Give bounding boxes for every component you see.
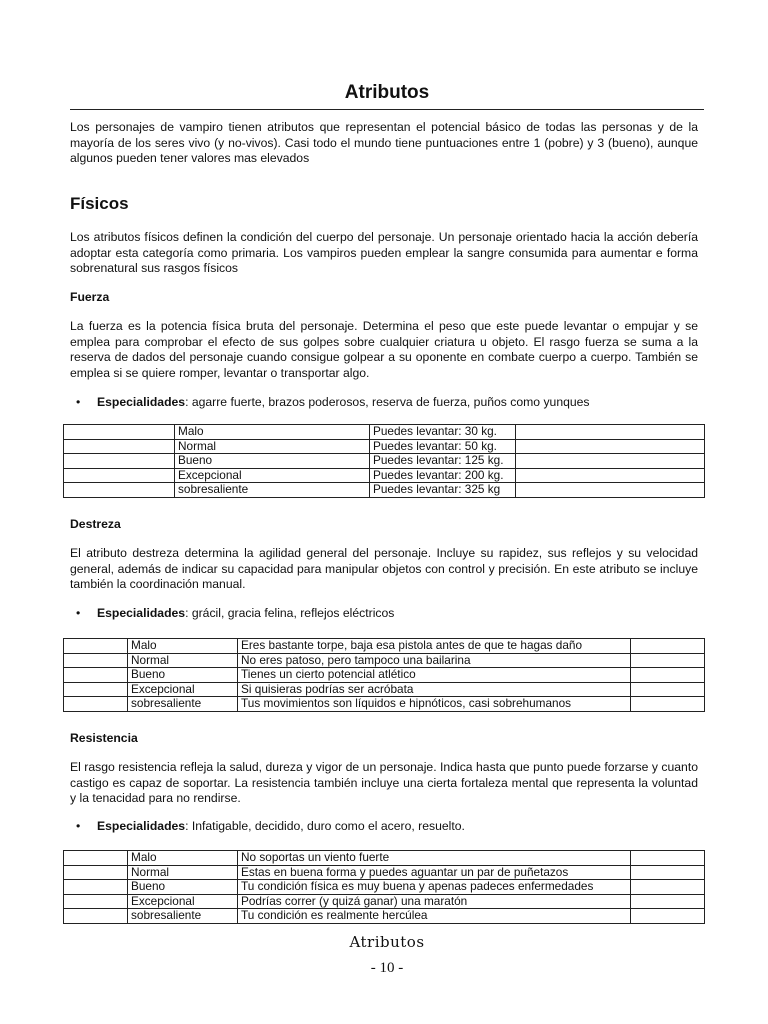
table-row <box>64 865 705 880</box>
level-cell: Excepcional <box>128 894 238 909</box>
bullet-dot: • <box>76 819 81 833</box>
fisicos-paragraph: Los atributos físicos definen la condición del cuerpo del personaje. Un personaje orientado hacia la acción debería adoptar esta categoría como primaria. Los vampiros pueden emplear la sangre consumida para aumentar e forma sobrenatural sus rasgos físicos <box>70 230 698 275</box>
bullet-dot: • <box>76 395 81 409</box>
desc-cell: Podrías correr (y quizá ganar) una maratón <box>238 894 631 909</box>
desc-cell: No soportas un viento fuerte <box>238 851 631 866</box>
table-row <box>64 894 705 909</box>
fisicos-heading: Físicos <box>70 194 129 213</box>
level-cell: Malo <box>175 425 370 440</box>
fuerza-heading: Fuerza <box>70 290 110 304</box>
desc-cell: No eres patoso, pero tampoco una bailarina <box>238 653 631 668</box>
page-title: Atributos <box>344 82 430 103</box>
intro-paragraph: Los personajes de vampiro tienen atributos que representan el potencial básico de todas las personas y de la mayoría de los seres vivo (y no-vivos). Casi todo el mundo tiene puntuaciones entre 1 (pobre) y 3 (bueno), aunque algunos pueden tener valores mas elevados <box>70 120 698 165</box>
desc-cell: Puedes levantar: 50 kg. <box>370 439 516 454</box>
table-row <box>64 439 705 454</box>
level-cell: sobresaliente <box>128 909 238 924</box>
table-row <box>64 639 705 654</box>
level-cell: sobresaliente <box>128 697 238 712</box>
level-cell: Excepcional <box>175 468 370 483</box>
desc-cell: Puedes levantar: 125 kg. <box>370 454 516 469</box>
desc-cell: Puedes levantar: 200 kg. <box>370 468 516 483</box>
level-cell: Malo <box>128 639 238 654</box>
table-row <box>64 880 705 895</box>
desc-cell: Eres bastante torpe, baja esa pistola antes de que te hagas daño <box>238 639 631 654</box>
table-row <box>64 425 705 440</box>
level-cell: sobresaliente <box>175 483 370 498</box>
title-divider <box>70 109 704 110</box>
level-cell: Bueno <box>175 454 370 469</box>
table-row <box>64 851 705 866</box>
fuerza-specialties <box>76 395 590 410</box>
desc-cell: Tus movimientos son líquidos e hipnóticos, casi sobrehumanos <box>238 697 631 712</box>
desc-cell: Tienes un cierto potencial atlético <box>238 668 631 683</box>
fuerza-paragraph: La fuerza es la potencia física bruta del personaje. Determina el peso que este puede levantar o empujar y se emplea para comprobar el efecto de sus golpes sobre cualquier criatura u objeto. El rasgo fuerza se suma a la reserva de dados del personaje cuando consigue golpear a su oponente en combate cuerpo a cuerpo. También se emplea si se quiere romper, levantar o transportar algo. <box>70 319 698 380</box>
specialties-text: : Infatigable, decidido, duro como el acero, resuelto. <box>185 819 465 833</box>
level-cell: Normal <box>128 653 238 668</box>
level-cell: Normal <box>128 865 238 880</box>
table-row <box>64 468 705 483</box>
level-cell: Malo <box>128 851 238 866</box>
resistencia-table <box>63 850 705 924</box>
destreza-specialties <box>76 606 394 621</box>
specialties-text: : grácil, gracia felina, reflejos eléctricos <box>185 606 395 620</box>
specialties-text: : agarre fuerte, brazos poderosos, reserva de fuerza, puños como yunques <box>185 395 590 409</box>
level-cell: Bueno <box>128 668 238 683</box>
page-number: - 10 - <box>370 960 404 976</box>
level-cell: Normal <box>175 439 370 454</box>
table-row <box>64 697 705 712</box>
resistencia-heading: Resistencia <box>70 731 138 745</box>
level-cell: Excepcional <box>128 682 238 697</box>
desc-cell: Puedes levantar: 325 kg <box>370 483 516 498</box>
fuerza-table <box>63 424 705 498</box>
table-row <box>64 909 705 924</box>
specialties-label: Especialidades <box>97 819 186 833</box>
desc-cell: Tu condición es realmente hercúlea <box>238 909 631 924</box>
resistencia-paragraph: El rasgo resistencia refleja la salud, dureza y vigor de un personaje. Indica hasta que punto puede forzarse y cuanto castigo es capaz de soportar. La resistencia también incluye una cierta fortaleza mental que representa la voluntad y la tenacidad para no rendirse. <box>70 760 698 805</box>
table-row <box>64 483 705 498</box>
specialties-label: Especialidades <box>97 395 186 409</box>
bullet-dot: • <box>76 606 81 620</box>
desc-cell: Si quisieras podrías ser acróbata <box>238 682 631 697</box>
footer-section-title: Atributos <box>349 933 425 951</box>
desc-cell: Estas en buena forma y puedes aguantar un par de puñetazos <box>238 865 631 880</box>
table-row <box>64 653 705 668</box>
destreza-table <box>63 638 705 712</box>
specialties-label: Especialidades <box>97 606 186 620</box>
table-row <box>64 454 705 469</box>
table-row <box>64 682 705 697</box>
destreza-paragraph: El atributo destreza determina la agilidad general del personaje. Incluye su rapidez, sus reflejos y su velocidad general, además de indicar su capacidad para manipular objetos con control y precisión. En este atributo se incluye también la coordinación manual. <box>70 546 698 591</box>
level-cell: Bueno <box>128 880 238 895</box>
resistencia-specialties <box>76 819 465 834</box>
table-row <box>64 668 705 683</box>
destreza-heading: Destreza <box>70 517 121 531</box>
desc-cell: Tu condición física es muy buena y apenas padeces enfermedades <box>238 880 631 895</box>
desc-cell: Puedes levantar: 30 kg. <box>370 425 516 440</box>
